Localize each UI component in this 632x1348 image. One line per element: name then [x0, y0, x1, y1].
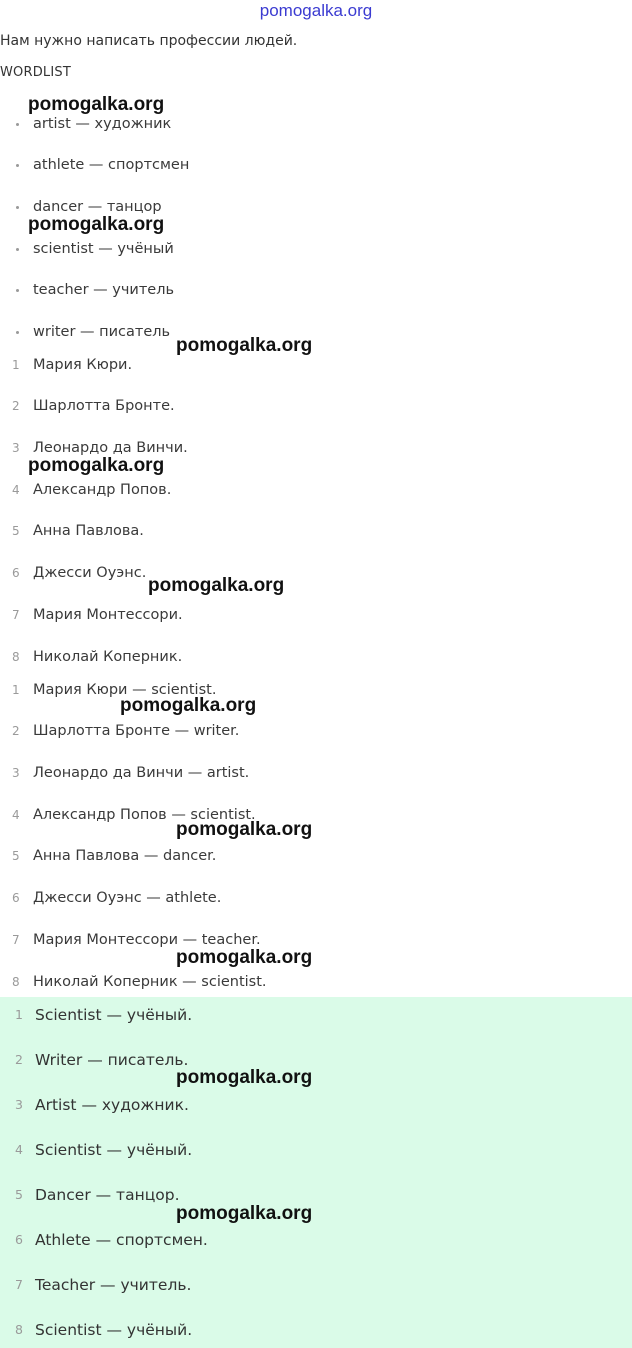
item-number: 6 [12, 566, 20, 580]
answers-panel [0, 997, 632, 1348]
wordlist-item-text: scientist — учёный [33, 241, 174, 257]
item-number: 7 [15, 1277, 23, 1292]
watermark: pomogalka.org [176, 1203, 313, 1224]
item-number: 2 [12, 399, 20, 413]
watermark: pomogalka.org [28, 94, 165, 115]
answer-text: Athlete — спортсмен. [35, 1231, 208, 1249]
bullet-icon [16, 164, 19, 167]
watermark: pomogalka.org [120, 695, 257, 716]
item-number: 1 [12, 683, 20, 697]
bullet-icon [16, 289, 19, 292]
item-number: 1 [15, 1007, 23, 1022]
match-text: Мария Монтессори — teacher. [33, 932, 261, 948]
answer-text: Scientist — учёный. [35, 1006, 193, 1024]
site-header-link[interactable]: pomogalka.org [259, 1, 373, 20]
bullet-icon [16, 206, 19, 209]
item-number: 4 [12, 808, 20, 822]
item-number: 3 [12, 766, 20, 780]
person-text: Александр Попов. [33, 482, 172, 498]
item-number: 4 [12, 483, 20, 497]
watermark: pomogalka.org [28, 214, 165, 235]
item-number: 2 [12, 724, 20, 738]
item-number: 7 [12, 933, 20, 947]
person-text: Анна Павлова. [33, 523, 144, 539]
watermark: pomogalka.org [28, 455, 165, 476]
item-number: 1 [12, 358, 20, 372]
match-text: Анна Павлова — dancer. [33, 848, 217, 864]
item-number: 3 [15, 1097, 23, 1112]
item-number: 7 [12, 608, 20, 622]
answer-text: Scientist — учёный. [35, 1141, 193, 1159]
wordlist-label: WORDLIST [0, 65, 71, 80]
answer-text: Scientist — учёный. [35, 1321, 193, 1339]
person-text: Николай Коперник. [33, 649, 183, 665]
person-text: Мария Монтессори. [33, 607, 183, 623]
match-text: Шарлотта Бронте — writer. [33, 723, 240, 739]
person-text: Шарлотта Бронте. [33, 398, 175, 414]
answer-text: Writer — писатель. [35, 1051, 189, 1069]
match-text: Мария Кюри — scientist. [33, 682, 217, 698]
item-number: 4 [15, 1142, 23, 1157]
match-text: Александр Попов — scientist. [33, 807, 256, 823]
bullet-icon [16, 123, 19, 126]
item-number: 8 [12, 650, 20, 664]
person-text: Мария Кюри. [33, 357, 133, 373]
answer-text: Artist — художник. [35, 1096, 189, 1114]
watermark: pomogalka.org [176, 819, 313, 840]
watermark: pomogalka.org [148, 575, 285, 596]
match-text: Джесси Оуэнс — athlete. [33, 890, 222, 906]
watermark: pomogalka.org [176, 1067, 313, 1088]
wordlist-item-text: writer — писатель [33, 324, 171, 340]
watermark: pomogalka.org [176, 335, 313, 356]
item-number: 6 [12, 891, 20, 905]
match-text: Леонардо да Винчи — artist. [33, 765, 250, 781]
wordlist-item-text: teacher — учитель [33, 282, 175, 298]
wordlist-item-text: artist — художник [33, 116, 172, 132]
item-number: 6 [15, 1232, 23, 1247]
item-number: 3 [12, 441, 20, 455]
intro-text: Нам нужно написать профессии людей. [0, 33, 298, 49]
wordlist-item-text: athlete — спортсмен [33, 157, 190, 173]
item-number: 5 [15, 1187, 23, 1202]
item-number: 2 [15, 1052, 23, 1067]
item-number: 5 [12, 849, 20, 863]
answer-text: Dancer — танцор. [35, 1186, 180, 1204]
item-number: 8 [15, 1322, 23, 1337]
person-text: Джесси Оуэнс. [33, 565, 147, 581]
person-text: Леонардо да Винчи. [33, 440, 188, 456]
item-number: 5 [12, 524, 20, 538]
bullet-icon [16, 331, 19, 334]
match-text: Николай Коперник — scientist. [33, 974, 267, 990]
watermark: pomogalka.org [176, 947, 313, 968]
wordlist-item-text: dancer — танцор [33, 199, 162, 215]
answer-text: Teacher — учитель. [35, 1276, 192, 1294]
bullet-icon [16, 248, 19, 251]
item-number: 8 [12, 975, 20, 989]
